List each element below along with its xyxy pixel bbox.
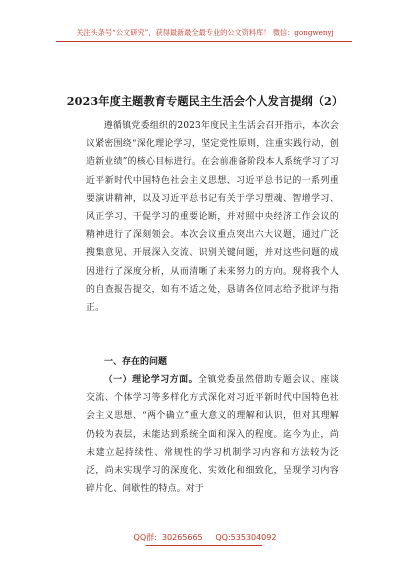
- document-title: 2023年度主题教育专题民主生活会个人发言提纲（2）: [66, 94, 344, 108]
- subsection-text: 全镇党委虽然借助专题会议、座谈交流、个体学习等多样化方式深化对习近平新时代中国特色社会主义思想、“两个确立”重大意义的理解和认识，但对其理解仍较为表层，未能达到系统全面和深入的程度。迄今为止，尚未建立起持续性、常规性的学习机制学习内容和方法较为泛泛，尚未实现学习的深度化、实效化和细致化，呈现学习内容碎片化、间歇性的特点。对于: [86, 375, 340, 495]
- footer-underline: [146, 545, 262, 546]
- intro-paragraph: 遵循镇党委组织的2023年度民主生活会召开指示，本次会议紧密围绕“深化理论学习，坚定党性原则，注重实践行动，创造新业绩”的核心目标进行。在会前准备阶段本人系统学习了习近平新时代中国特色社会主义思想、习近平总书记的一系列重要演讲精神，以及习近平总书记有关于学习塑魂、智增学习、风正学习、干促学习的重要论断，并对照中央经济工作会议的精神进行了深刻领会。本次会议重点突出六大议题，通过广泛搜集意见、开展深入交流、识别关键问题，并对这些问题的成因进行了深度分析，从而清晰了未来努力的方向。现将我个人的自查报告提交，如有不适之处，恳请各位同志给予批评与指正。: [86, 121, 339, 314]
- footer-contact: QQ群: 30265665 QQ:535304092: [133, 533, 277, 542]
- subsection-label: （一）理论学习方面。: [103, 375, 199, 385]
- header-banner: 关注头条号“公文研究”，获得最新最全最专业的公文资料库！ 微信：gongwenyj: [76, 28, 334, 37]
- section-heading-problems: 一、存在的问题: [104, 357, 168, 367]
- subsection-paragraph: [86, 371, 339, 498]
- header-divider: [56, 41, 352, 42]
